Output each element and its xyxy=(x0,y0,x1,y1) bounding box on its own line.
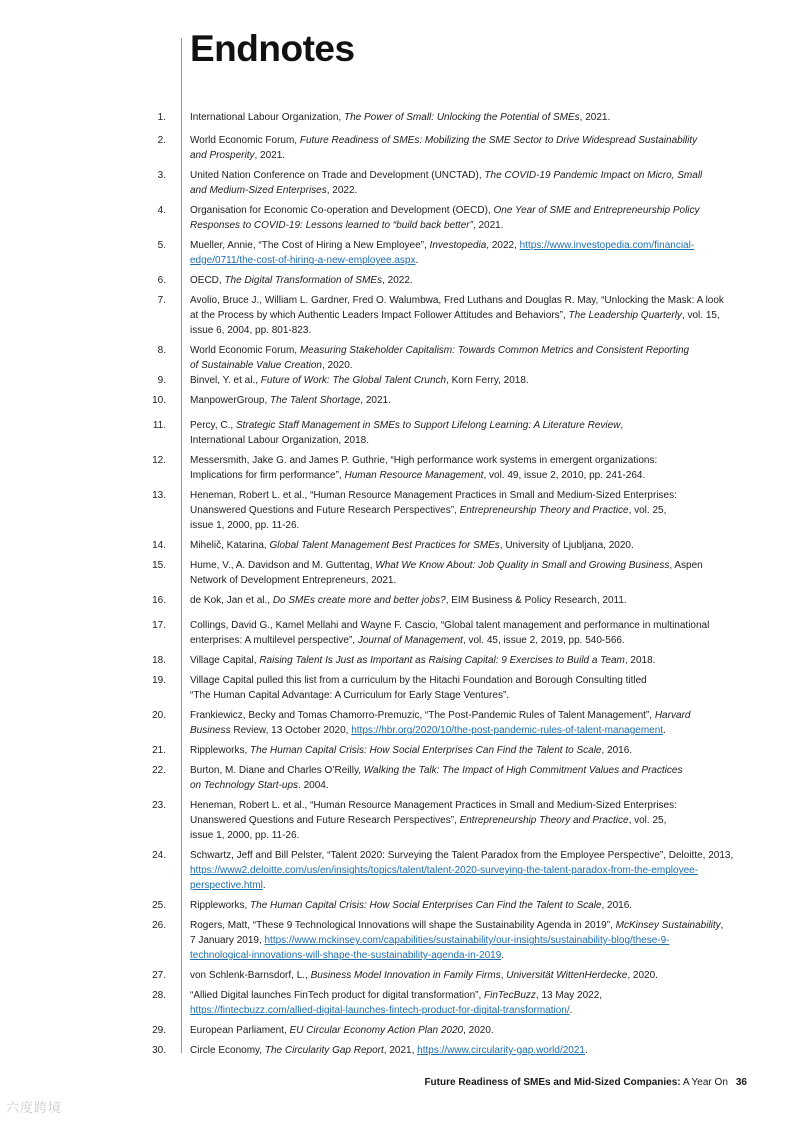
endnote-text-run: issue 1, 2000, pp. 11-26. xyxy=(190,830,300,841)
endnote-text-run: Binvel, Y. et al., xyxy=(190,375,261,386)
endnote-number: 20. xyxy=(152,710,166,721)
endnote-number: 19. xyxy=(152,675,166,686)
endnote-text-run: , 2021. xyxy=(472,220,504,231)
endnote-text-run: Avolio, Bruce J., William L. Gardner, Fred O. Walumbwa, Fred Luthans and Douglas R. May, “Unlocking the Mask: A look xyxy=(190,295,724,306)
endnote-item xyxy=(0,743,793,758)
footer-doc-subtitle: A Year On xyxy=(680,1077,728,1088)
endnote-text-run: Implications for firm performance”, xyxy=(190,470,345,481)
endnote-text-run: , 2021. xyxy=(254,150,286,161)
endnote-text xyxy=(190,343,746,373)
endnote-number: 13. xyxy=(152,490,166,501)
endnote-text-run: 7 January 2019, xyxy=(190,935,265,946)
endnote-title: One Year of SME and Entrepreneurship Policy xyxy=(493,205,700,216)
endnote-title: Entrepreneurship Theory and Practice xyxy=(459,505,629,516)
endnote-number: 22. xyxy=(152,765,166,776)
endnote-number: 28. xyxy=(152,990,166,1001)
endnote-text-run: Frankiewicz, Becky and Tomas Chamorro-Premuzic, “The Post-Pandemic Rules of Talent Management”, xyxy=(190,710,655,721)
endnote-title: Business xyxy=(190,725,231,736)
endnote-text-run: , 2020. xyxy=(463,1025,494,1036)
endnote-text-run: issue 1, 2000, pp. 11-26. xyxy=(190,520,300,531)
endnote-link[interactable]: edge/0711/the-cost-of-hiring-a-new-employee.aspx xyxy=(190,255,416,266)
endnote-text-run: ManpowerGroup, xyxy=(190,395,271,406)
endnote-text-run: International Labour Organization, 2018. xyxy=(190,435,370,446)
endnote-text xyxy=(190,898,746,913)
endnote-text-run: de Kok, Jan et al., xyxy=(190,595,273,606)
endnote-text-run: Review, 13 October 2020, xyxy=(230,725,352,736)
endnote-text-run: issue 6, 2004, pp. 801-823. xyxy=(190,325,312,336)
endnote-number: 26. xyxy=(152,920,166,931)
endnote-number: 25. xyxy=(152,900,166,911)
endnote-text xyxy=(190,968,746,983)
endnote-text-run: , Aspen xyxy=(669,560,703,571)
endnote-text-run: International Labour Organization, xyxy=(190,112,344,123)
endnote-number: 17. xyxy=(152,620,166,631)
endnote-text xyxy=(190,743,746,758)
endnote-title: The Human Capital Crisis: How Social Enterprises Can Find the Talent to Scale xyxy=(250,745,602,756)
endnote-text xyxy=(190,1043,746,1058)
endnote-number: 4. xyxy=(157,205,166,216)
endnote-text-run: , Korn Ferry, 2018. xyxy=(446,375,529,386)
endnote-text-run: . xyxy=(262,880,266,891)
endnote-text xyxy=(190,293,746,338)
endnote-title: Human Resource Management xyxy=(344,470,484,481)
endnote-item xyxy=(0,673,793,703)
endnote-text-run: . 2004. xyxy=(298,780,329,791)
endnote-text xyxy=(190,168,746,198)
endnote-title: of Sustainable Value Creation xyxy=(190,360,322,371)
page-number: 36 xyxy=(735,1077,747,1088)
endnote-number: 2. xyxy=(157,135,166,146)
endnote-text xyxy=(190,593,746,608)
endnote-text xyxy=(190,618,746,648)
endnote-number: 29. xyxy=(152,1025,166,1036)
endnote-item xyxy=(0,110,793,125)
endnote-text xyxy=(190,238,746,268)
endnote-number: 12. xyxy=(152,455,166,466)
endnote-number: 9. xyxy=(157,375,166,386)
endnote-text-run: United Nation Conference on Trade and Development (UNCTAD), xyxy=(190,170,485,181)
endnote-number: 15. xyxy=(152,560,166,571)
endnote-title: McKinsey Sustainability xyxy=(615,920,721,931)
endnote-item xyxy=(0,988,793,1018)
endnote-text-run: Messersmith, Jake G. and James P. Guthrie, “High performance work systems in emergent organizations: xyxy=(190,455,658,466)
endnote-item xyxy=(0,763,793,793)
endnote-text-run: Rippleworks, xyxy=(190,900,251,911)
endnote-item xyxy=(0,418,793,448)
endnote-text-run: Village Capital, xyxy=(190,655,260,666)
endnote-text-run: , 2016. xyxy=(601,900,633,911)
endnote-item xyxy=(0,798,793,843)
endnote-number: 30. xyxy=(152,1045,166,1056)
endnote-text xyxy=(190,653,746,668)
endnote-number: 24. xyxy=(152,850,166,861)
endnote-text-run: Unanswered Questions and Future Research Perspectives”, xyxy=(190,815,460,826)
endnote-item xyxy=(0,133,793,163)
endnote-text xyxy=(190,988,746,1018)
endnote-text-run: OECD, xyxy=(190,275,225,286)
endnote-link[interactable]: technological-innovations-will-shape-the-sustainability-agenda-in-2019 xyxy=(190,950,502,961)
endnote-title: Future Readiness of SMEs: Mobilizing the SME Sector to Drive Widespread Sustainability xyxy=(299,135,698,146)
endnote-text xyxy=(190,763,746,793)
endnote-text-run: , vol. 25, xyxy=(628,815,667,826)
endnote-text xyxy=(190,393,746,408)
endnote-item xyxy=(0,168,793,198)
endnote-text-run: , vol. 25, xyxy=(628,505,667,516)
endnote-title: Walking the Talk: The Impact of High Commitment Values and Practices xyxy=(363,765,683,776)
endnote-text-run: Mueller, Annie, “The Cost of Hiring a New Employee”, xyxy=(190,240,430,251)
endnote-text xyxy=(190,273,746,288)
endnote-text-run: , 13 May 2022, xyxy=(535,990,603,1001)
endnote-text-run: Village Capital pulled this list from a curriculum by the Hitachi Foundation and Borough Consulting titled xyxy=(190,675,647,686)
endnote-title: Universität WittenHerdecke xyxy=(506,970,628,981)
endnote-item xyxy=(0,238,793,268)
endnote-text xyxy=(190,133,746,163)
endnote-number: 3. xyxy=(157,170,166,181)
endnote-item xyxy=(0,1043,793,1058)
endnote-item xyxy=(0,393,793,408)
endnote-link[interactable]: https://hbr.org/2020/10/the-post-pandemic-rules-of-talent-management xyxy=(351,725,664,736)
endnote-text xyxy=(190,798,746,843)
endnote-text-run: Heneman, Robert L. et al., “Human Resource Management Practices in Small and Medium-Sized Enterprises: xyxy=(190,800,677,811)
endnote-text-run: . xyxy=(663,725,666,736)
endnote-text-run: Collings, David G., Kamel Mellahi and Wayne F. Cascio, “Global talent management and performance in multinational xyxy=(190,620,710,631)
endnote-text-run: , 2022. xyxy=(326,185,358,196)
endnote-text-run: , vol. 49, issue 2, 2010, pp. 241-264. xyxy=(483,470,646,481)
endnote-link[interactable]: https://fintecbuzz.com/allied-digital-launches-fintech-product-for-digital-transformation/ xyxy=(190,1005,570,1016)
endnote-text-run: “Allied Digital launches FinTech product for digital transformation”, xyxy=(190,990,485,1001)
endnote-title: Business Model Innovation in Family Firms xyxy=(310,970,501,981)
endnote-title: FinTecBuzz xyxy=(484,990,536,1001)
endnote-item xyxy=(0,453,793,483)
endnote-number: 1. xyxy=(157,112,166,123)
endnote-item xyxy=(0,1023,793,1038)
endnote-text-run: . xyxy=(501,950,505,961)
endnote-text-run: , 2021, xyxy=(383,1045,418,1056)
endnote-title: What We Know About: Job Quality in Small and Growing Business xyxy=(375,560,670,571)
endnote-text xyxy=(190,558,746,588)
endnote-item xyxy=(0,618,793,648)
endnote-text-run: European Parliament, xyxy=(190,1025,290,1036)
endnote-title: and Prosperity xyxy=(190,150,255,161)
endnote-title: Raising Talent Is Just as Important as Raising Capital: 9 Exercises to Build a Team xyxy=(259,655,625,666)
endnote-item xyxy=(0,653,793,668)
endnote-text xyxy=(190,418,746,448)
endnote-title: Do SMEs create more and better jobs? xyxy=(272,595,446,606)
endnote-text-run: Circle Economy, xyxy=(190,1045,265,1056)
endnote-title: Journal of Management xyxy=(357,635,463,646)
endnote-item xyxy=(0,203,793,233)
endnote-title: The Circularity Gap Report xyxy=(264,1045,384,1056)
endnote-title: Investopedia xyxy=(429,240,487,251)
endnote-number: 16. xyxy=(152,595,166,606)
endnote-item xyxy=(0,343,793,373)
endnote-title: The Digital Transformation of SMEs xyxy=(224,275,383,286)
page-title: Endnotes xyxy=(190,28,355,69)
endnote-text-run: , 2018. xyxy=(624,655,656,666)
endnote-text-run: , 2020. xyxy=(627,970,658,981)
endnote-text-run: Percy, C., xyxy=(190,420,236,431)
endnote-number: 8. xyxy=(157,345,166,356)
endnote-text-run: Rogers, Matt, “These 9 Technological Innovations will shape the Sustainability Agenda in 2019”, xyxy=(190,920,616,931)
endnote-text-run: , 2020. xyxy=(321,360,353,371)
endnote-item xyxy=(0,373,793,388)
endnote-item xyxy=(0,273,793,288)
endnote-item xyxy=(0,848,793,893)
endnote-number: 21. xyxy=(152,745,166,756)
endnote-title: EU Circular Economy Action Plan 2020 xyxy=(289,1025,464,1036)
endnote-text-run: at the Process by which Authentic Leaders Impact Follower Attitudes and Behaviors”, xyxy=(190,310,569,321)
endnote-number: 18. xyxy=(152,655,166,666)
endnote-text-run: Hume, V., A. Davidson and M. Guttentag, xyxy=(190,560,376,571)
endnote-title: Future of Work: The Global Talent Crunch xyxy=(260,375,447,386)
endnote-item xyxy=(0,538,793,553)
endnote-item xyxy=(0,593,793,608)
endnote-text xyxy=(190,918,746,963)
endnote-title: on Technology Start-ups xyxy=(190,780,299,791)
endnote-text xyxy=(190,110,746,125)
endnote-title: The Human Capital Crisis: How Social Enterprises Can Find the Talent to Scale xyxy=(250,900,602,911)
endnote-text-run: , vol. 15, xyxy=(681,310,720,321)
endnote-text xyxy=(190,453,746,483)
endnote-item xyxy=(0,968,793,983)
endnote-text-run: , EIM Business & Policy Research, 2011. xyxy=(445,595,627,606)
endnote-item xyxy=(0,708,793,738)
endnote-text xyxy=(190,203,746,233)
endnote-item xyxy=(0,918,793,963)
endnote-text-run: , 2016. xyxy=(601,745,633,756)
endnote-link[interactable]: https://www.investopedia.com/financial- xyxy=(519,240,695,251)
endnote-number: 23. xyxy=(152,800,166,811)
endnote-text-run: , xyxy=(620,420,624,431)
endnote-text-run: , 2021. xyxy=(360,395,391,406)
endnote-text-run: . xyxy=(415,255,419,266)
endnote-link[interactable]: perspective.html xyxy=(190,880,263,891)
endnote-text-run: enterprises: A multilevel perspective”, xyxy=(190,635,358,646)
watermark-logo: 六度跨境 xyxy=(6,1100,63,1115)
endnote-item xyxy=(0,558,793,588)
endnote-text-run: Rippleworks, xyxy=(190,745,251,756)
endnote-text-run: Burton, M. Diane and Charles O’Reilly, xyxy=(190,765,364,776)
endnote-text-run: . xyxy=(585,1045,588,1056)
endnote-text-run: Unanswered Questions and Future Research Perspectives”, xyxy=(190,505,460,516)
endnote-number: 11. xyxy=(152,420,166,431)
endnote-text-run: World Economic Forum, xyxy=(190,135,300,146)
endnote-text-run: . xyxy=(569,1005,573,1016)
endnote-title: The COVID-19 Pandemic Impact on Micro, Small xyxy=(484,170,703,181)
endnote-title: The Talent Shortage xyxy=(270,395,361,406)
endnote-text xyxy=(190,1023,746,1038)
endnote-text xyxy=(190,708,746,738)
endnote-item xyxy=(0,488,793,533)
endnote-number: 5. xyxy=(157,240,166,251)
endnote-text-run: World Economic Forum, xyxy=(190,345,300,356)
endnote-text-run: Heneman, Robert L. et al., “Human Resource Management Practices in Small and Medium-Sized Enterprises: xyxy=(190,490,677,501)
footer-doc-title: Future Readiness of SMEs and Mid-Sized Companies: xyxy=(424,1077,681,1088)
endnote-text-run: “The Human Capital Advantage: A Curriculum for Early Stage Ventures”. xyxy=(190,690,510,701)
endnote-item xyxy=(0,898,793,913)
endnote-number: 10. xyxy=(152,395,166,406)
endnote-text xyxy=(190,373,746,388)
endnote-text-run: , 2022. xyxy=(382,275,413,286)
endnote-title: Entrepreneurship Theory and Practice xyxy=(459,815,629,826)
endnote-title: Strategic Staff Management in SMEs to Support Lifelong Learning: A Literature Review xyxy=(235,420,621,431)
endnote-text xyxy=(190,848,746,893)
endnote-number: 14. xyxy=(152,540,166,551)
endnote-text xyxy=(190,488,746,533)
endnote-title: Harvard xyxy=(654,710,691,721)
endnote-text-run: , 2022, xyxy=(486,240,520,251)
endnote-text-run: , xyxy=(500,970,507,981)
endnote-text-run: Organisation for Economic Co-operation and Development (OECD), xyxy=(190,205,494,216)
endnote-text-run: , 2021. xyxy=(579,112,611,123)
endnote-text-run: , xyxy=(720,920,724,931)
endnote-text xyxy=(190,538,746,553)
endnote-item xyxy=(0,293,793,338)
endnote-text-run: , University of Ljubljana, 2020. xyxy=(499,540,634,551)
endnote-number: 6. xyxy=(157,275,166,286)
page-footer xyxy=(424,1077,747,1088)
endnote-text xyxy=(190,673,746,703)
endnote-link[interactable]: https://www.mckinsey.com/capabilities/sustainability/our-insights/sustainability-blog/these-9- xyxy=(264,935,670,946)
endnote-title: Responses to COVID-19: Lessons learned to “build back better” xyxy=(190,220,473,231)
endnote-link[interactable]: https://www2.deloitte.com/us/en/insights/topics/talent/talent-2020-surveying-the-talent-paradox-from-the-employee- xyxy=(190,865,699,876)
endnote-text-run: von Schlenk-Barnsdorf, L., xyxy=(190,970,311,981)
endnote-text-run: , vol. 45, issue 2, 2019, pp. 540-566. xyxy=(462,635,625,646)
endnote-number: 7. xyxy=(157,295,166,306)
endnote-title: and Medium-Sized Enterprises xyxy=(190,185,327,196)
endnote-link[interactable]: https://www.circularity-gap.world/2021 xyxy=(417,1045,585,1056)
endnote-text-run: Mihelič, Katarina, xyxy=(190,540,270,551)
endnote-title: Global Talent Management Best Practices for SMEs xyxy=(269,540,500,551)
endnote-text-run: Network of Development Entrepreneurs, 2021. xyxy=(190,575,397,586)
endnote-title: The Leadership Quarterly xyxy=(568,310,682,321)
endnote-title: Measuring Stakeholder Capitalism: Towards Common Metrics and Consistent Reporting xyxy=(299,345,690,356)
endnote-title: The Power of Small: Unlocking the Potential of SMEs xyxy=(344,112,580,123)
endnote-number: 27. xyxy=(152,970,166,981)
endnote-text-run: Schwartz, Jeff and Bill Pelster, “Talent 2020: Surveying the Talent Paradox from the Employee Perspective”, Deloitte, 2013, xyxy=(190,850,734,861)
